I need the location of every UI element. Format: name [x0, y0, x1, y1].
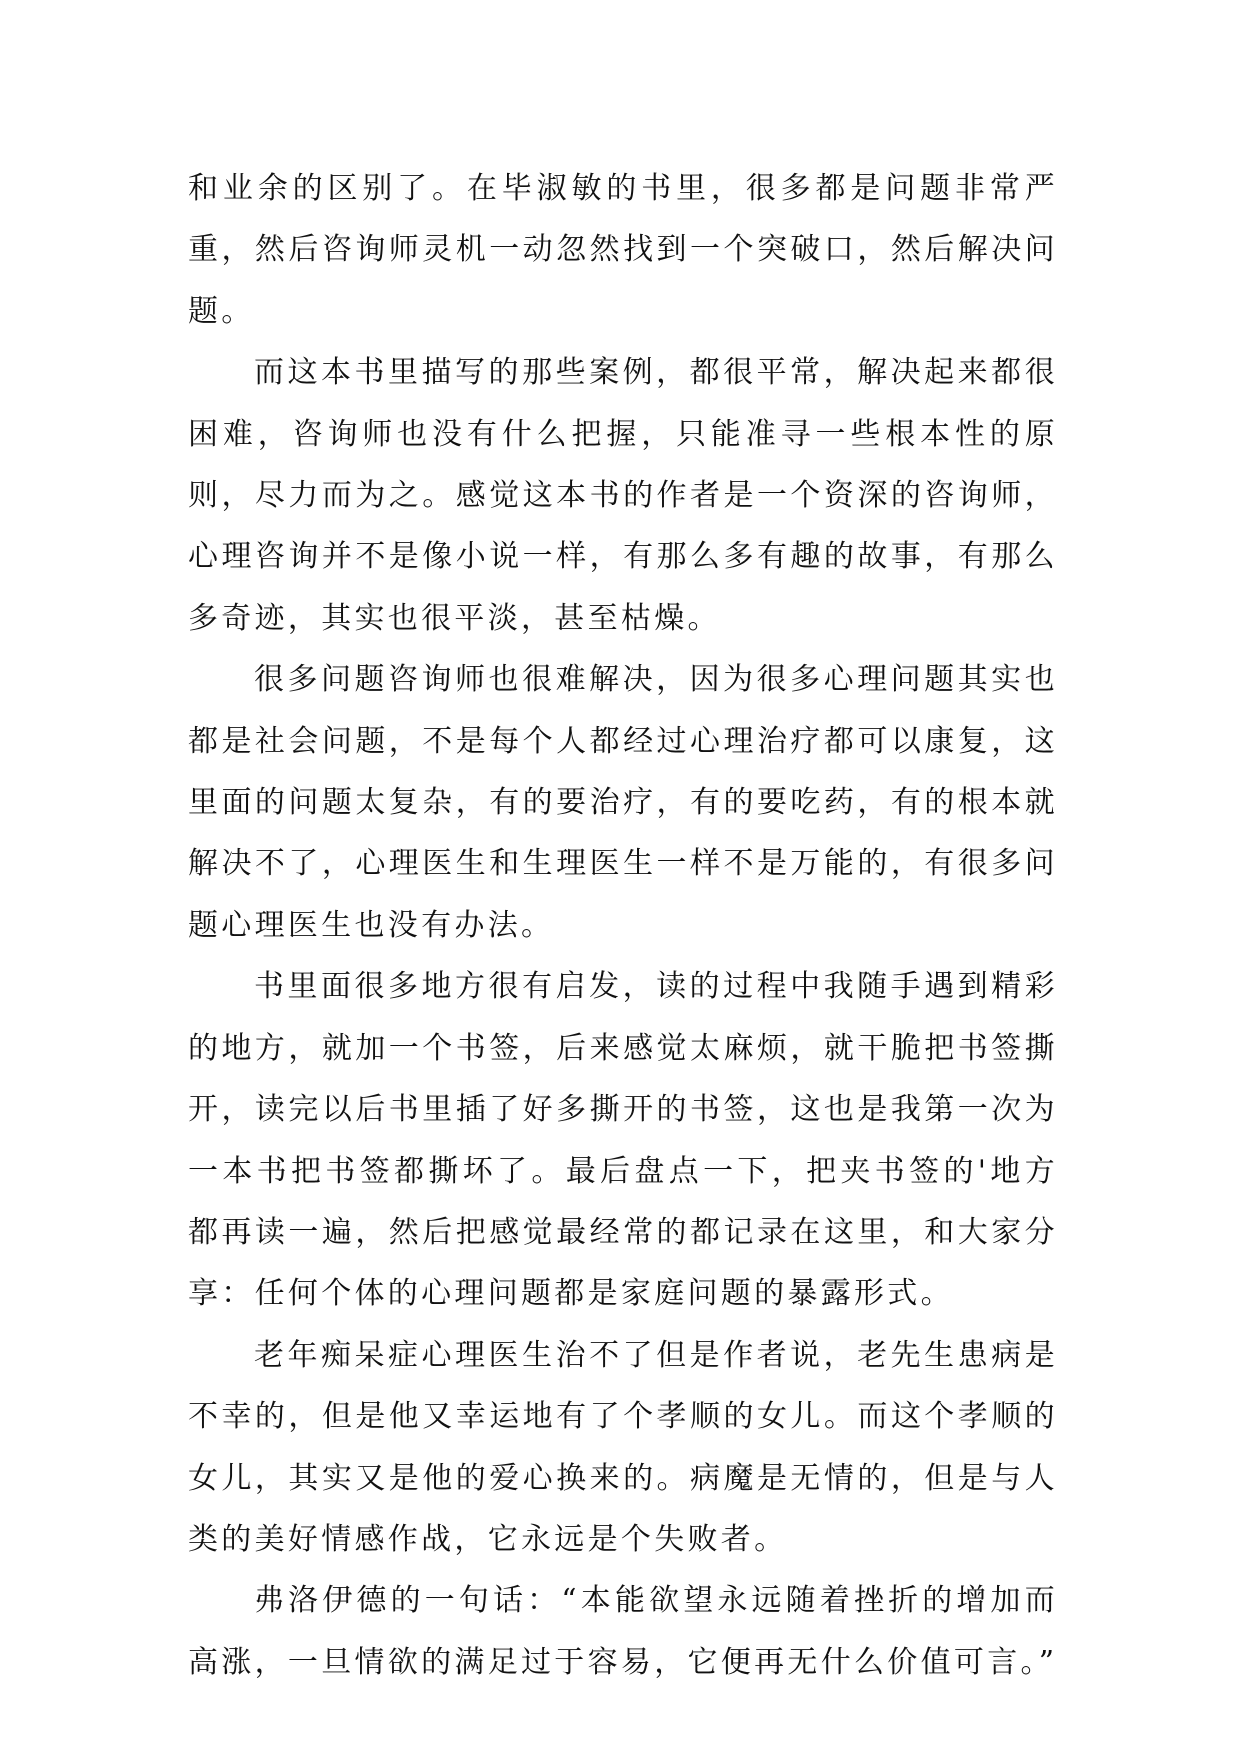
paragraph-6: 弗洛伊德的一句话：“本能欲望永远随着挫折的增加而高涨，一旦情欲的满足过于容易，它便再无什么价值可言。” [188, 1583, 1058, 1680]
document-body [188, 158, 1058, 1693]
paragraph-1: 和业余的区别了。在毕淑敏的书里，很多都是问题非常严重，然后咨询师灵机一动忽然找到一个突破口，然后解决问题。 [188, 171, 1058, 329]
paragraph-3: 很多问题咨询师也很难解决，因为很多心理问题其实也都是社会问题，不是每个人都经过心理治疗都可以康复，这里面的问题太复杂，有的要治疗，有的要吃药，有的根本就解决不了，心理医生和生理医生一样不是万能的，有很多问题心理医生也没有办法。 [188, 662, 1058, 943]
paragraph-4: 书里面很多地方很有启发，读的过程中我随手遇到精彩的地方，就加一个书签，后来感觉太麻烦，就干脆把书签撕开，读完以后书里插了好多撕开的书签，这也是我第一次为一本书把书签都撕坏了。最后盘点一下，把夹书签的'地方都再读一遍，然后把感觉最经常的都记录在这里，和大家分享：任何个体的心理问题都是家庭问题的暴露形式。 [188, 969, 1058, 1312]
paragraph-2: 而这本书里描写的那些案例，都很平常，解决起来都很困难，咨询师也没有什么把握，只能准寻一些根本性的原则，尽力而为之。感觉这本书的作者是一个资深的咨询师，心理咨询并不是像小说一样，有那么多有趣的故事，有那么多奇迹，其实也很平淡，甚至枯燥。 [188, 355, 1058, 636]
paragraph-5: 老年痴呆症心理医生治不了但是作者说，老先生患病是不幸的，但是他又幸运地有了个孝顺的女儿。而这个孝顺的女儿，其实又是他的爱心换来的。病魔是无情的，但是与人类的美好情感作战，它永远是个失败者。 [188, 1337, 1058, 1557]
